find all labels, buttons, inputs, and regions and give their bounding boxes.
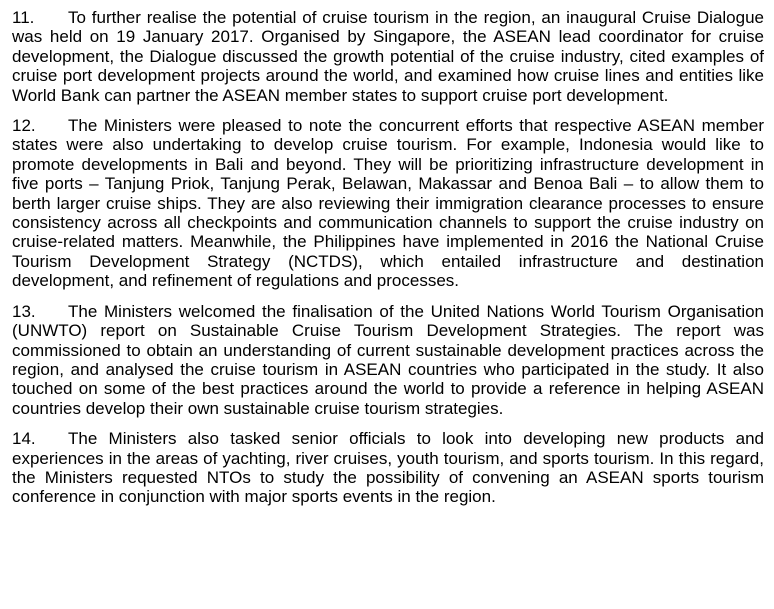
paragraph-12	[12, 116, 764, 291]
paragraph-number: 12.	[12, 116, 36, 136]
paragraph-text: To further realise the potential of cruise tourism in the region, an inaugural Cruise Dialogue was held on 19 January 2017. Organised by Singapore, the ASEAN lead coordinator for cruise development, the Dialogue discussed the growth potential of the cruise industry, cited examples of cruise port development projects around the world, and examined how cruise lines and entities like World Bank can partner the ASEAN member states to support cruise port development.	[12, 8, 764, 105]
paragraph-number: 14.	[12, 429, 36, 449]
paragraph-text: The Ministers also tasked senior officials to look into developing new products and experiences in the areas of yachting, river cruises, youth tourism, and sports tourism. In this regard, the Ministers requested NTOs to study the possibility of convening an ASEAN sports tourism conference in conjunction with major sports events in the region.	[12, 429, 764, 507]
paragraph-13	[12, 302, 764, 418]
paragraph-14	[12, 429, 764, 507]
paragraph-number: 13.	[12, 301, 36, 321]
paragraph-text: The Ministers were pleased to note the concurrent efforts that respective ASEAN member states were also undertaking to develop cruise tourism. For example, Indonesia would like to promote developments in Bali and beyond. They will be prioritizing infrastructure development in five ports – Tanjung Priok, Tanjung Perak, Belawan, Makassar and Benoa Bali – to allow them to berth larger cruise ships. They are also reviewing their immigration clearance processes to ensure consistency across all checkpoints and communication channels to support the cruise industry on cruise-related matters. Meanwhile, the Philippines have implemented in 2016 the National Cruise Tourism Development Strategy (NCTDS), which entailed infrastructure and destination development, and refinement of regulations and processes.	[12, 116, 764, 291]
paragraph-number: 11.	[12, 8, 35, 27]
paragraph-text: The Ministers welcomed the finalisation of the United Nations World Tourism Organisation (UNWTO) report on Sustainable Cruise Tourism Development Strategies. The report was commissioned to obtain an understanding of current sustainable development practices across the region, and analysed the cruise tourism in ASEAN countries who participated in the study. It also touched on some of the best practices around the world to provide a reference in helping ASEAN countries develop their own sustainable cruise tourism strategies.	[12, 301, 764, 418]
paragraph-11	[12, 8, 764, 105]
